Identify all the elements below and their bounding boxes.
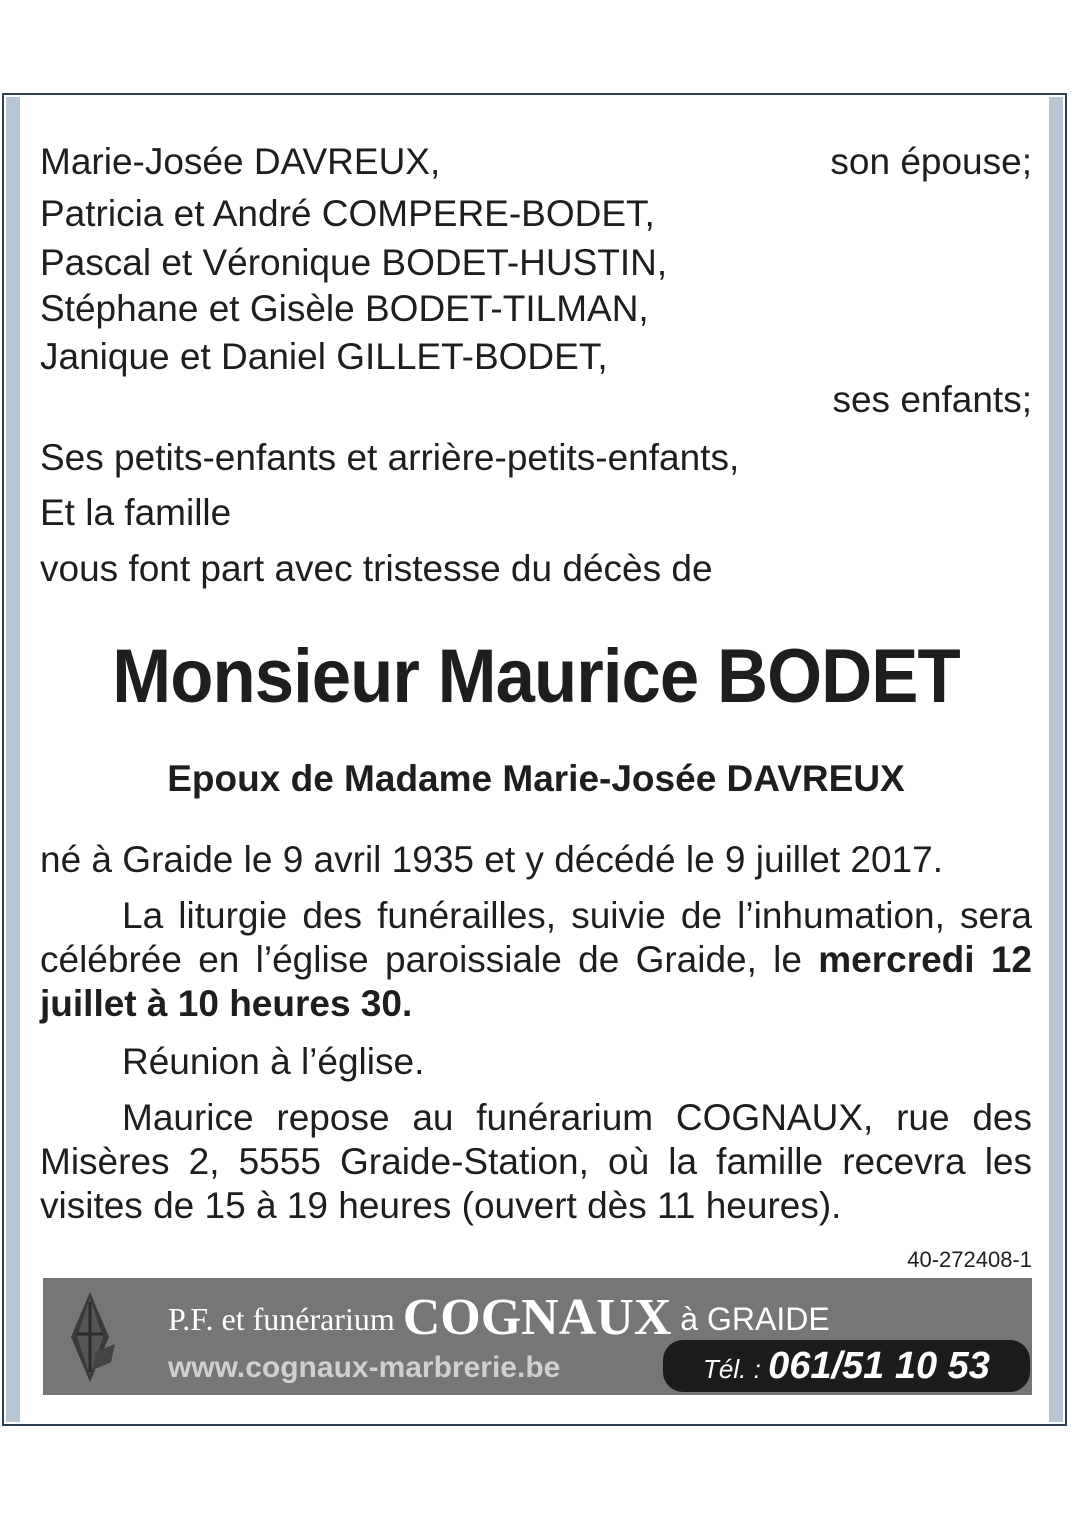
child-line-1: Patricia et André COMPERE-BODET, xyxy=(40,193,655,234)
family-line: Et la famille xyxy=(40,492,232,533)
spouse-name: Marie-Josée DAVREUX, xyxy=(40,141,441,182)
visits-paragraph: Maurice repose au funérarium COGNAUX, rue des Misères 2, 5555 Graide-Station, où la famille recevra les visites de 15 à 19 heures (ouvert dès 11 heures). xyxy=(40,1097,1032,1226)
phone-number: 061/51 10 53 xyxy=(768,1345,990,1387)
children-relation: ses enfants; xyxy=(832,379,1032,420)
right-border-band xyxy=(1049,97,1063,1422)
child-line-4: Janique et Daniel GILLET-BODET, xyxy=(40,336,608,377)
meeting-line: Réunion à l’église. xyxy=(122,1041,425,1082)
deceased-name: Monsieur Maurice BODET xyxy=(112,634,960,719)
funeral-home-name xyxy=(168,1289,830,1346)
banner-brand: COGNAUX xyxy=(402,1289,672,1346)
reference-number: 40-272408-1 xyxy=(907,1247,1032,1272)
spouse-subtitle: Epoux de Madame Marie-Josée DAVREUX xyxy=(167,758,905,799)
ceremony-text: La liturgie des funérailles, suivie de l’inhumation, sera célébrée en l’église paroissiale de Graide, le xyxy=(40,895,1032,980)
header-line-spouse xyxy=(40,140,1032,184)
phone-badge xyxy=(663,1340,1030,1392)
grandchildren-line: Ses petits-enfants et arrière-petits-enfants, xyxy=(40,437,740,478)
left-border-band xyxy=(6,97,20,1422)
banner-suffix: à GRAIDE xyxy=(671,1301,830,1337)
birth-death-line: né à Graide le 9 avril 1935 et y décédé le 9 juillet 2017. xyxy=(40,839,943,880)
ceremony-paragraph xyxy=(40,894,1032,1026)
funeral-home-banner xyxy=(43,1278,1032,1395)
phone-label: Tél. : xyxy=(703,1354,769,1384)
announcement-line: vous font part avec tristesse du décès de xyxy=(40,548,713,589)
banner-prefix: P.F. et funérarium xyxy=(168,1301,403,1337)
website-link[interactable]: www.cognaux-marbrerie.be xyxy=(168,1351,561,1384)
child-line-2: Pascal et Véronique BODET-HUSTIN, xyxy=(40,242,668,283)
diamond-cross-logo-icon xyxy=(65,1292,115,1382)
ceremony-date: mercredi 12 juillet à 10 heures 30. xyxy=(40,939,1032,1024)
child-line-3: Stéphane et Gisèle BODET-TILMAN, xyxy=(40,288,649,329)
spouse-relation: son épouse; xyxy=(830,141,1032,182)
